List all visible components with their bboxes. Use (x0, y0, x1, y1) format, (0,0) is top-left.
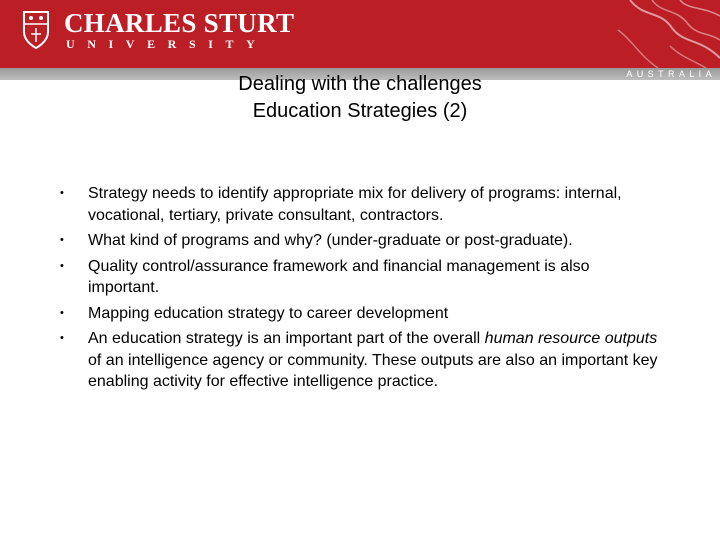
bullet-text-emphasis: human resource outputs (484, 330, 658, 347)
bullet-text-before: An education strategy is an important part of the overall (88, 330, 485, 347)
bullet-text-after: of an intelligence agency or community. These outputs are also an important key enabling activity for effective intelligence practice. (88, 351, 658, 390)
title-line-1: Dealing with the challenges (238, 73, 482, 95)
bullet-marker: • (60, 306, 64, 319)
brand-subtitle: UNIVERSITY (66, 37, 268, 51)
bullet-marker: • (60, 259, 64, 272)
bullet-text: What kind of programs and why? (under-graduate or post-graduate). (88, 232, 573, 249)
bullet-text: Strategy needs to identify appropriate mix for delivery of programs: internal, vocational, tertiary, private consultant, contractors. (88, 185, 622, 224)
university-crest-icon (22, 10, 50, 50)
bullet-marker: • (60, 187, 64, 199)
slide-title (0, 71, 720, 125)
country-label: AUSTRALIA (626, 69, 716, 79)
list-item (60, 328, 660, 393)
bullet-text: Mapping education strategy to career development (88, 304, 449, 322)
title-line-2: Education Strategies (2) (252, 100, 468, 122)
list-item (60, 303, 660, 325)
bullet-list (60, 183, 660, 397)
list-item (60, 230, 660, 252)
brand-name: CHARLES STURT (64, 8, 295, 38)
bullet-text: Quality control/assurance framework and financial management is also important. (88, 257, 590, 296)
list-item (60, 256, 660, 299)
header-banner (0, 0, 720, 68)
bullet-marker: • (60, 234, 64, 246)
bullet-marker: • (60, 332, 64, 344)
decorative-art-icon (610, 0, 720, 68)
list-item (60, 183, 660, 226)
